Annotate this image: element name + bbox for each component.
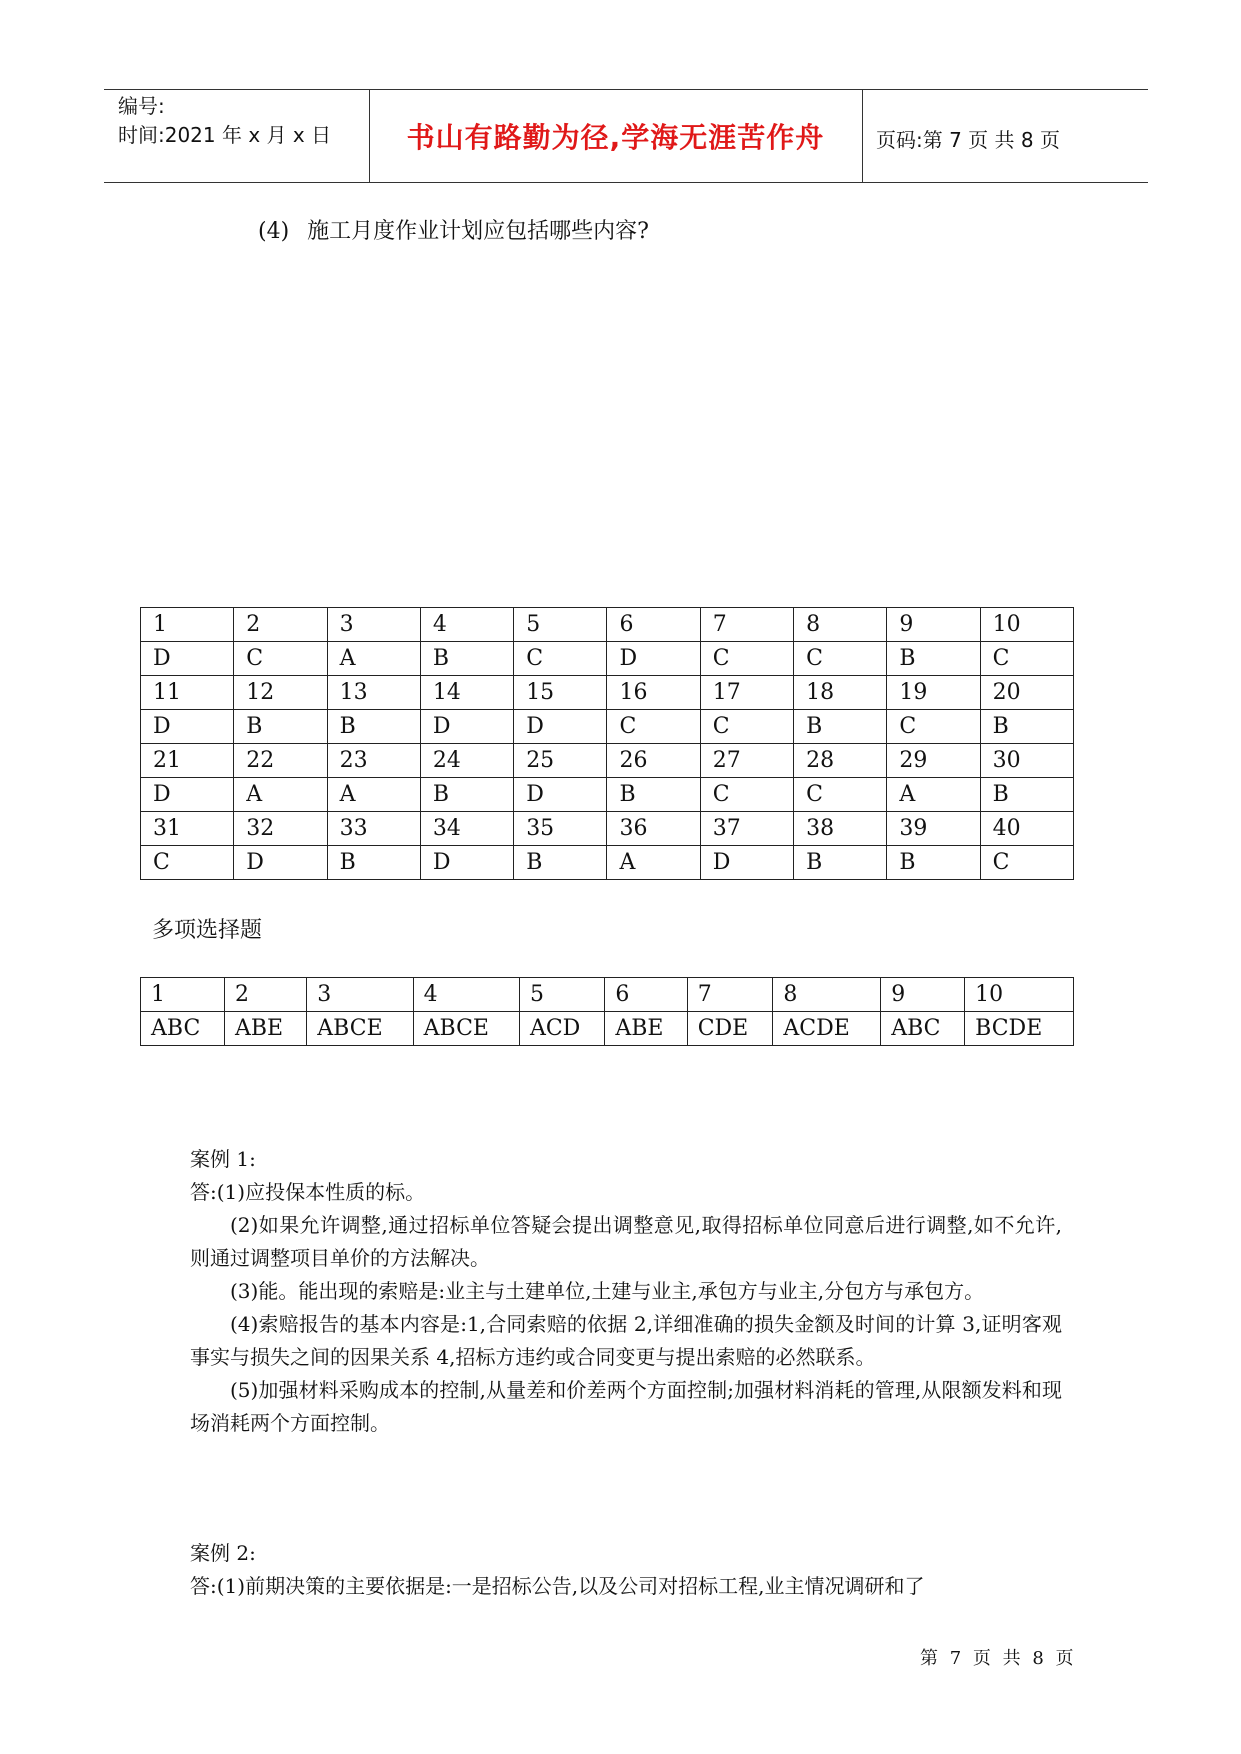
table-cell: 1 <box>141 608 234 642</box>
table-cell: 40 <box>980 812 1073 846</box>
table-cell: A <box>327 778 420 812</box>
table-row <box>141 676 1074 710</box>
table-cell: 36 <box>607 812 700 846</box>
table-cell: C <box>514 642 607 676</box>
table-cell: D <box>607 642 700 676</box>
table-cell: D <box>700 846 793 880</box>
table-cell: A <box>887 778 980 812</box>
table-row <box>141 778 1074 812</box>
table-cell: 3 <box>307 978 413 1012</box>
header-divider-right <box>862 89 863 183</box>
table-cell: ABE <box>224 1012 306 1046</box>
multi-choice-title: 多项选择题 <box>152 918 263 943</box>
table-cell: B <box>980 710 1073 744</box>
table-cell: 11 <box>141 676 234 710</box>
table-cell: 24 <box>420 744 513 778</box>
table-cell: 26 <box>607 744 700 778</box>
table-cell: 3 <box>327 608 420 642</box>
table-cell: 10 <box>980 608 1073 642</box>
case-1-answer-4: (4)索赔报告的基本内容是:1,合同索赔的依据 2,详细准确的损失金额及时间的计算 3,证明客观事实与损失之间的因果关系 4,招标方违约或合同变更与提出索赔的必然联系。 <box>190 1312 1062 1369</box>
table-cell: B <box>420 778 513 812</box>
header-time-label: 时间:2021 年 x 月 x 日 <box>118 123 332 147</box>
table-cell: C <box>700 642 793 676</box>
table-cell: 23 <box>327 744 420 778</box>
table-cell: 2 <box>224 978 306 1012</box>
table-cell: B <box>887 846 980 880</box>
table-row <box>141 978 1074 1012</box>
table-cell: 34 <box>420 812 513 846</box>
table-cell: B <box>794 710 887 744</box>
table-cell: 37 <box>700 812 793 846</box>
table-cell: 32 <box>234 812 327 846</box>
table-cell: A <box>607 846 700 880</box>
question-number: (4) <box>258 219 290 244</box>
table-cell: C <box>794 642 887 676</box>
table-row <box>141 846 1074 880</box>
table-cell: 31 <box>141 812 234 846</box>
table-cell: D <box>514 778 607 812</box>
table-cell: 12 <box>234 676 327 710</box>
case-2-section <box>190 1537 1062 1603</box>
case-1-title: 案例 1: <box>190 1147 256 1171</box>
table-cell: 2 <box>234 608 327 642</box>
table-cell: 17 <box>700 676 793 710</box>
table-cell: 20 <box>980 676 1073 710</box>
header-meta <box>118 92 331 150</box>
table-cell: C <box>794 778 887 812</box>
table-cell: C <box>234 642 327 676</box>
table-cell: D <box>234 846 327 880</box>
table-cell: 27 <box>700 744 793 778</box>
table-cell: 30 <box>980 744 1073 778</box>
header-page-label: 页码:第 7 页 共 8 页 <box>876 128 1060 152</box>
table-cell: 4 <box>420 608 513 642</box>
table-cell: D <box>420 710 513 744</box>
table-cell: BCDE <box>965 1012 1074 1046</box>
table-row <box>141 744 1074 778</box>
table-cell: 25 <box>514 744 607 778</box>
table-cell: C <box>980 846 1073 880</box>
table-cell: C <box>607 710 700 744</box>
table-cell: D <box>420 846 513 880</box>
table-cell: 4 <box>413 978 519 1012</box>
table-cell: B <box>327 710 420 744</box>
footer-page-number: 第 7 页 共 8 页 <box>920 1648 1077 1669</box>
table-cell: 5 <box>519 978 604 1012</box>
table-cell: 18 <box>794 676 887 710</box>
table-cell: 28 <box>794 744 887 778</box>
table-cell: ABC <box>881 1012 965 1046</box>
table-cell: 6 <box>607 608 700 642</box>
table-cell: B <box>234 710 327 744</box>
table-cell: 21 <box>141 744 234 778</box>
table-cell: 10 <box>965 978 1074 1012</box>
case-1-answer-2: (2)如果允许调整,通过招标单位答疑会提出调整意见,取得招标单位同意后进行调整,如不允许,则通过调整项目单价的方法解决。 <box>190 1213 1062 1270</box>
table-cell: 6 <box>605 978 687 1012</box>
table-cell: 8 <box>794 608 887 642</box>
table-cell: 39 <box>887 812 980 846</box>
table-cell: 9 <box>887 608 980 642</box>
single-choice-answer-table <box>140 607 1074 880</box>
case-1-answer-5: (5)加强材料采购成本的控制,从量差和价差两个方面控制;加强材料消耗的管理,从限额发料和现场消耗两个方面控制。 <box>190 1378 1062 1435</box>
table-cell: 8 <box>773 978 881 1012</box>
table-cell: ACDE <box>773 1012 881 1046</box>
table-cell: ABC <box>141 1012 225 1046</box>
table-cell: 9 <box>881 978 965 1012</box>
table-cell: A <box>234 778 327 812</box>
table-cell: 16 <box>607 676 700 710</box>
table-cell: 15 <box>514 676 607 710</box>
case-1-answer-3: (3)能。能出现的索赔是:业主与土建单位,土建与业主,承包方与业主,分包方与承包方。 <box>230 1279 985 1303</box>
case-1-section <box>190 1143 1062 1440</box>
table-cell: D <box>514 710 607 744</box>
table-cell: ABCE <box>413 1012 519 1046</box>
header-bottom-rule <box>104 182 1148 183</box>
table-cell: 29 <box>887 744 980 778</box>
table-row <box>141 710 1074 744</box>
case-2-title: 案例 2: <box>190 1541 256 1565</box>
table-cell: B <box>887 642 980 676</box>
table-cell: ABE <box>605 1012 687 1046</box>
table-cell: D <box>141 778 234 812</box>
case-1-answer-1: 答:(1)应投保本性质的标。 <box>190 1180 426 1204</box>
header-top-rule <box>104 89 1148 90</box>
table-row <box>141 608 1074 642</box>
table-cell: 13 <box>327 676 420 710</box>
table-cell: B <box>514 846 607 880</box>
table-cell: 1 <box>141 978 225 1012</box>
question-text: 施工月度作业计划应包括哪些内容? <box>307 219 649 244</box>
table-cell: ACD <box>519 1012 604 1046</box>
table-cell: 7 <box>687 978 773 1012</box>
question-4 <box>258 214 649 245</box>
table-cell: D <box>141 642 234 676</box>
table-cell: B <box>980 778 1073 812</box>
table-cell: C <box>887 710 980 744</box>
table-cell: C <box>141 846 234 880</box>
table-cell: ABCE <box>307 1012 413 1046</box>
table-row <box>141 642 1074 676</box>
table-row <box>141 1012 1074 1046</box>
case-2-answer-1: 答:(1)前期决策的主要依据是:一是招标公告,以及公司对招标工程,业主情况调研和了 <box>190 1574 925 1598</box>
header-number-label: 编号: <box>118 94 165 118</box>
multi-choice-answer-table <box>140 977 1074 1046</box>
table-cell: 19 <box>887 676 980 710</box>
table-cell: CDE <box>687 1012 773 1046</box>
table-cell: 5 <box>514 608 607 642</box>
table-cell: B <box>607 778 700 812</box>
table-cell: D <box>141 710 234 744</box>
table-row <box>141 812 1074 846</box>
table-cell: B <box>327 846 420 880</box>
table-cell: C <box>700 778 793 812</box>
table-cell: C <box>700 710 793 744</box>
table-cell: A <box>327 642 420 676</box>
table-cell: 35 <box>514 812 607 846</box>
table-cell: C <box>980 642 1073 676</box>
table-cell: 33 <box>327 812 420 846</box>
table-cell: 7 <box>700 608 793 642</box>
table-cell: 38 <box>794 812 887 846</box>
header-motto: 书山有路勤为径,学海无涯苦作舟 <box>406 121 825 154</box>
table-cell: 14 <box>420 676 513 710</box>
table-cell: B <box>420 642 513 676</box>
table-cell: B <box>794 846 887 880</box>
table-cell: 22 <box>234 744 327 778</box>
